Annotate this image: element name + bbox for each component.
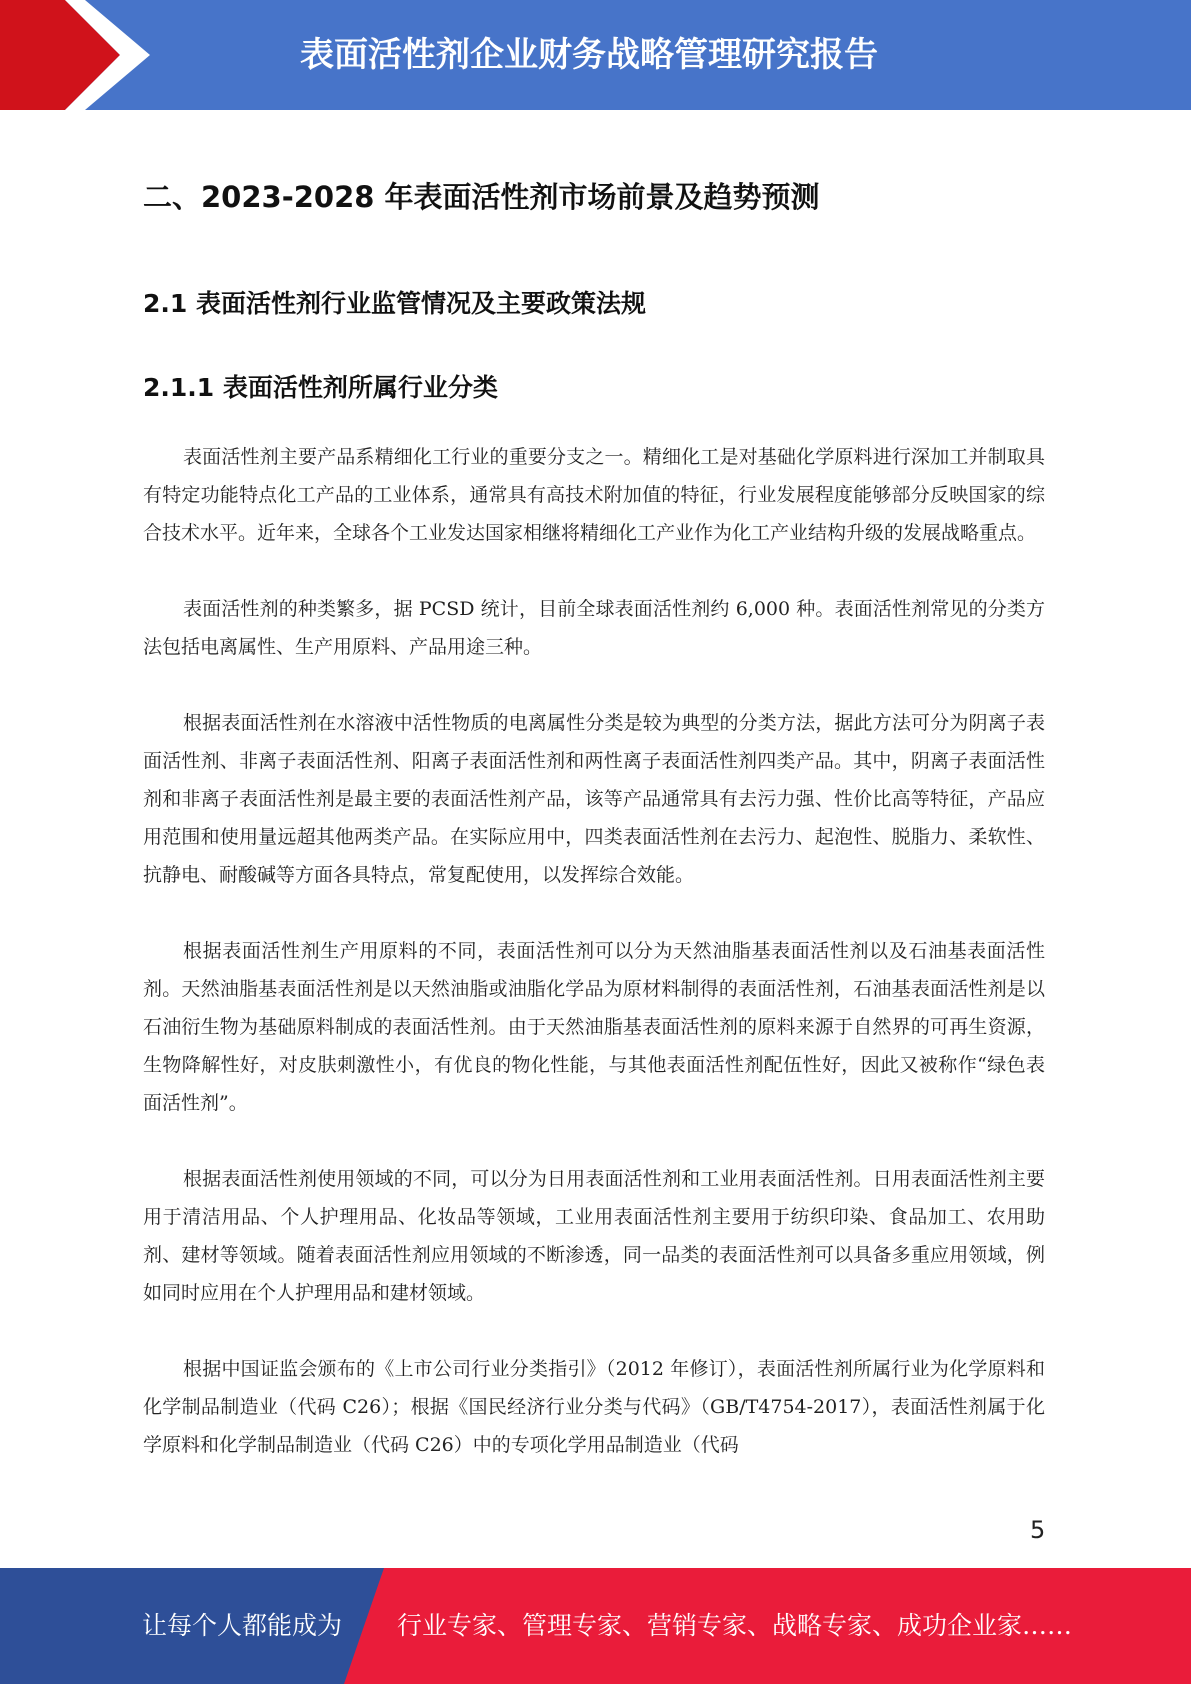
page-header bbox=[0, 0, 1191, 110]
document-body bbox=[143, 172, 1045, 1502]
subsection-heading: 2.1.1 表面活性剂所属行业分类 bbox=[143, 373, 498, 402]
header-chevron-decoration bbox=[0, 0, 160, 110]
chapter-heading: 二、2023-2028 年表面活性剂市场前景及趋势预测 bbox=[143, 180, 820, 214]
paragraph: 表面活性剂的种类繁多，据 PCSD 统计，目前全球表面活性剂约 6,000 种。表面活性剂常见的分类方法包括电离属性、生产用原料、产品用途三种。 bbox=[143, 598, 1045, 658]
report-title: 表面活性剂企业财务战略管理研究报告 bbox=[300, 35, 878, 75]
footer-slogan-right: 行业专家、管理专家、营销专家、战略专家、成功企业家…… bbox=[397, 1611, 1073, 1640]
section-heading: 2.1 表面活性剂行业监管情况及主要政策法规 bbox=[143, 289, 646, 318]
paragraph: 根据表面活性剂生产用原料的不同，表面活性剂可以分为天然油脂基表面活性剂以及石油基表面活性剂。天然油脂基表面活性剂是以天然油脂或油脂化学品为原材料制得的表面活性剂，石油基表面活性剂是以石油衍生物为基础原料制成的表面活性剂。由于天然油脂基表面活性剂的原料来源于自然界的可再生资源，生物降解性好，对皮肤刺激性小，有优良的物化性能，与其他表面活性剂配伍性好，因此又被称作“绿色表面活性剂”。 bbox=[143, 940, 1045, 1114]
paragraph: 根据中国证监会颁布的《上市公司行业分类指引》（2012 年修订），表面活性剂所属行业为化学原料和化学制品制造业（代码 C26）；根据《国民经济行业分类与代码》（GB/T4754-2017），表面活性剂属于化学原料和化学制品制造业（代码 C26）中的专项化学用品制造业（代码 bbox=[143, 1358, 1045, 1456]
page-number: 5 bbox=[1030, 1516, 1046, 1544]
paragraph: 根据表面活性剂使用领域的不同，可以分为日用表面活性剂和工业用表面活性剂。日用表面活性剂主要用于清洁用品、个人护理用品、化妆品等领域，工业用表面活性剂主要用于纺织印染、食品加工、农用助剂、建材等领域。随着表面活性剂应用领域的不断渗透，同一品类的表面活性剂可以具备多重应用领域，例如同时应用在个人护理用品和建材领域。 bbox=[143, 1168, 1045, 1304]
page-footer bbox=[0, 1568, 1191, 1684]
footer-slogan-left: 让每个人都能成为 bbox=[142, 1611, 343, 1640]
paragraph: 根据表面活性剂在水溶液中活性物质的电离属性分类是较为典型的分类方法，据此方法可分为阴离子表面活性剂、非离子表面活性剂、阳离子表面活性剂和两性离子表面活性剂四类产品。其中，阴离子表面活性剂和非离子表面活性剂是最主要的表面活性剂产品，该等产品通常具有去污力强、性价比高等特征，产品应用范围和使用量远超其他两类产品。在实际应用中，四类表面活性剂在去污力、起泡性、脱脂力、柔软性、抗静电、耐酸碱等方面各具特点，常复配使用，以发挥综合效能。 bbox=[143, 712, 1045, 886]
paragraph: 表面活性剂主要产品系精细化工行业的重要分支之一。精细化工是对基础化学原料进行深加工并制取具有特定功能特点化工产品的工业体系，通常具有高技术附加值的特征，行业发展程度能够部分反映国家的综合技术水平。近年来，全球各个工业发达国家相继将精细化工产业作为化工产业结构升级的发展战略重点。 bbox=[143, 446, 1045, 544]
